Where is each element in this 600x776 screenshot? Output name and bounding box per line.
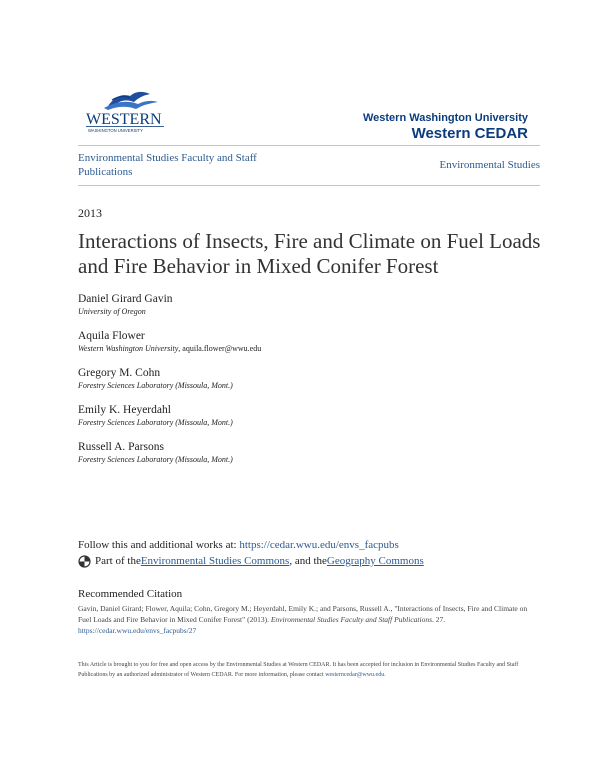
author-affiliation: Forestry Sciences Laboratory (Missoula, Mont.) bbox=[78, 455, 233, 464]
part-of-line bbox=[78, 554, 424, 568]
author-name: Emily K. Heyerdahl bbox=[78, 404, 171, 416]
logo-subtext: WASHINGTON UNIVERSITY bbox=[88, 128, 143, 133]
logo-wordmark: WESTERN bbox=[86, 111, 162, 128]
author-email: , aquila.flower@wwu.edu bbox=[178, 344, 262, 353]
follow-url-link[interactable]: https://cedar.wwu.edu/envs_facpubs bbox=[239, 539, 399, 551]
author-name: Aquila Flower bbox=[78, 330, 145, 342]
geography-commons-link[interactable]: Geography Commons bbox=[326, 555, 424, 567]
follow-line bbox=[78, 538, 399, 552]
follow-prefix: Follow this and additional works at: bbox=[78, 539, 240, 551]
commons-network-icon bbox=[78, 555, 91, 568]
publication-year: 2013 bbox=[78, 206, 102, 220]
author-entry bbox=[78, 366, 548, 403]
collection-link[interactable]: Environmental Studies Faculty and Staff Publications bbox=[78, 152, 257, 178]
access-notice: This Article is brought to you for free and open access by the Environmental Studies at Western CEDAR. It has been accepted for inclusion in Environmental Studies Faculty and Staff Publications by an authorized administrator of Western CEDAR. For more information, please contact westerncedar@wwu.edu. bbox=[78, 662, 519, 678]
divider-top bbox=[78, 145, 540, 146]
wave-logo-icon bbox=[78, 86, 178, 134]
author-entry bbox=[78, 329, 548, 366]
author-name: Russell A. Parsons bbox=[78, 441, 164, 453]
citation-url-link[interactable]: https://cedar.wwu.edu/envs_facpubs/27 bbox=[78, 626, 197, 635]
part-of-prefix: Part of the bbox=[95, 555, 141, 567]
western-logo bbox=[78, 86, 178, 134]
department-link[interactable]: Environmental Studies bbox=[439, 159, 540, 171]
author-name: Gregory M. Cohn bbox=[78, 367, 161, 379]
article-title: Interactions of Insects, Fire and Climate on Fuel Loads and Fire Behavior in Mixed Conifer Forest bbox=[78, 229, 541, 278]
author-entry bbox=[78, 292, 548, 329]
divider-bottom bbox=[78, 185, 540, 186]
author-list bbox=[78, 292, 548, 477]
repository-header bbox=[363, 112, 528, 143]
repository-name[interactable]: Western CEDAR bbox=[411, 125, 528, 142]
institution-name[interactable]: Western Washington University bbox=[362, 112, 528, 124]
citation-series: Environmental Studies Faculty and Staff Publications bbox=[270, 615, 432, 624]
author-affiliation: Forestry Sciences Laboratory (Missoula, Mont.) bbox=[78, 381, 233, 390]
author-affiliation: Western Washington University, aquila.flower@wwu.edu bbox=[78, 344, 262, 353]
author-name: Daniel Girard Gavin bbox=[78, 293, 173, 305]
author-affiliation: University of Oregon bbox=[78, 307, 146, 316]
author-entry bbox=[78, 440, 548, 477]
environmental-studies-commons-link[interactable]: Environmental Studies Commons bbox=[140, 555, 290, 567]
citation-text: Gavin, Daniel Girard; Flower, Aquila; Cohn, Gregory M.; Heyerdahl, Emily K.; and Parsons, Russell A., "Interactions of Insects, Fire and Climate on Fuel Loads and Fire Behavior in Mixed Conifer Forest" (2013). Environmental Studies Faculty and Staff Publications. 27. https://cedar.wwu.edu/envs_facpubs/27 bbox=[78, 604, 528, 635]
contact-email-link[interactable]: westerncedar@wwu.edu bbox=[325, 672, 385, 678]
author-affiliation: Forestry Sciences Laboratory (Missoula, Mont.) bbox=[78, 418, 233, 427]
part-of-mid: , and the bbox=[289, 555, 327, 567]
author-entry bbox=[78, 403, 548, 440]
citation-heading: Recommended Citation bbox=[78, 588, 183, 600]
